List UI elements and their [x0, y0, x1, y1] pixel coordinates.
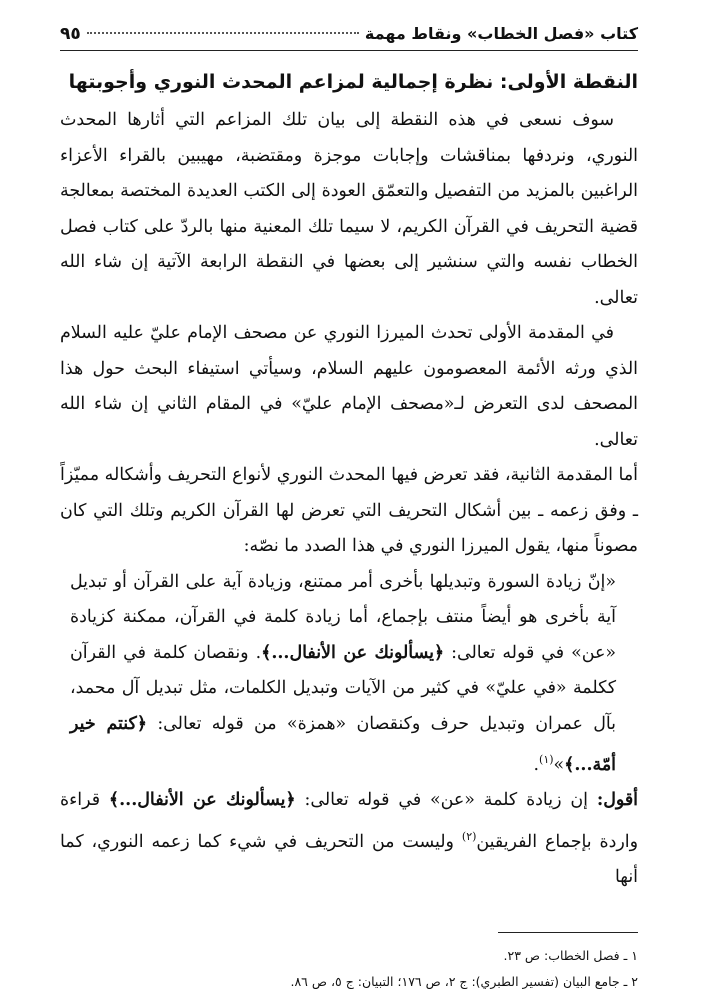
final-part-1: إن زيادة كلمة «عن» في قوله تعالى: [304, 790, 588, 811]
final-part-3: وليست من التحريف في شيء كما زعمه النوري، كما أنها [60, 831, 638, 888]
footnote-ref-1: (١) [539, 753, 554, 766]
quote-part-1: «إنّ زيادة السورة وتبديلها بأخرى أمر ممتنع، وزيادة آية على القرآن أو تبديل آية بأخرى هو أيضاً منتف بإجماع، أما زيادة كلمة في القرآن، ممكنة كزيادة «عن» في قوله تعالى: [70, 571, 616, 663]
book-title: كتاب «فصل الخطاب» ونقاط مهمة [364, 24, 638, 43]
paragraph-3: أما المقدمة الثانية، فقد تعرض فيها المحدث النوري لأنواع التحريف وأشكاله مميّزاً ـ وفق زعمه ـ بين أشكال التحريف التي تعرض لها القرآن الكريم وتلك التي كان مصوناً منها، يقول الميرزا النوري في هذا الصدد ما نصّه: [60, 465, 638, 556]
leader-dots [87, 32, 359, 34]
final-verse: ﴿يسألونك عن الأنفال...﴾ [108, 790, 296, 811]
quote-end: » [553, 754, 565, 775]
block-quote [70, 565, 616, 784]
footnote-divider [498, 932, 638, 933]
page-number: ٩٥ [60, 24, 81, 44]
quote-part-2: . ونقصان كلمة في القرآن ككلمة «في عليّ» في كثير من الآيات وتبديل الكلمات، مثل تبديل آل محمد، بآل عمران وتبديل حرف وكنقصان «همزة» من قوله تعالى: [70, 642, 617, 734]
heading-label: النقطة الأولى: [499, 71, 638, 93]
paragraph-4 [60, 783, 638, 895]
paragraph-1: سوف نسعى في هذه النقطة إلى بيان تلك المزاعم التي أثارها المحدث النوري، ونردفها بمناقشات وإجابات موجزة ومقتضبة، مهيبين بالقراء الأعزاء الراغبين بالمزيد من التفصيل والتعمّق العودة إلى الكتب العديدة المختصة بمعالجة قضية التحريف في القرآن الكريم، لا سيما تلك المعنية منها بالردّ على كتاب فصل الخطاب نفسه والتي سنشير إلى بعضها في النقطة الرابعة الآتية إن شاء الله تعالى. [60, 110, 638, 308]
quote-verse-2: ﴿كنتم خير أمّة...﴾ [70, 713, 616, 775]
running-header [60, 24, 638, 51]
heading-text: نظرة إجمالية لمزاعم المحدث النوري وأجوبتها [68, 71, 494, 93]
paragraph-2: في المقدمة الأولى تحدث الميرزا النوري عن مصحف الإمام عليّ عليه السلام الذي ورثه الأئمة المعصومون عليهم السلام، وسيأتي استيفاء البحث حول هذا المصحف لدى التعرض لـ«مصحف الإمام عليّ» في المقام الثاني إن شاء الله تعالى. [60, 323, 638, 450]
quote-verse-1: ﴿يسألونك عن الأنفال...﴾ [261, 642, 445, 663]
footnote-2: ٢ ـ جامع البيان (تفسير الطبري): ج ٢، ص ١٧٦؛ التبيان: ج ٥، ص ٨٦. [290, 973, 638, 989]
section-heading [60, 65, 638, 99]
aqulu-label: أقول: [596, 790, 638, 811]
quote-stop: . [533, 754, 540, 775]
final-part-2: قراءة واردة بإجماع الفريقين [60, 790, 638, 852]
footnote-1: ١ ـ فصل الخطاب: ص ٢٣. [503, 947, 638, 963]
footnote-ref-2: (٢) [461, 829, 477, 843]
